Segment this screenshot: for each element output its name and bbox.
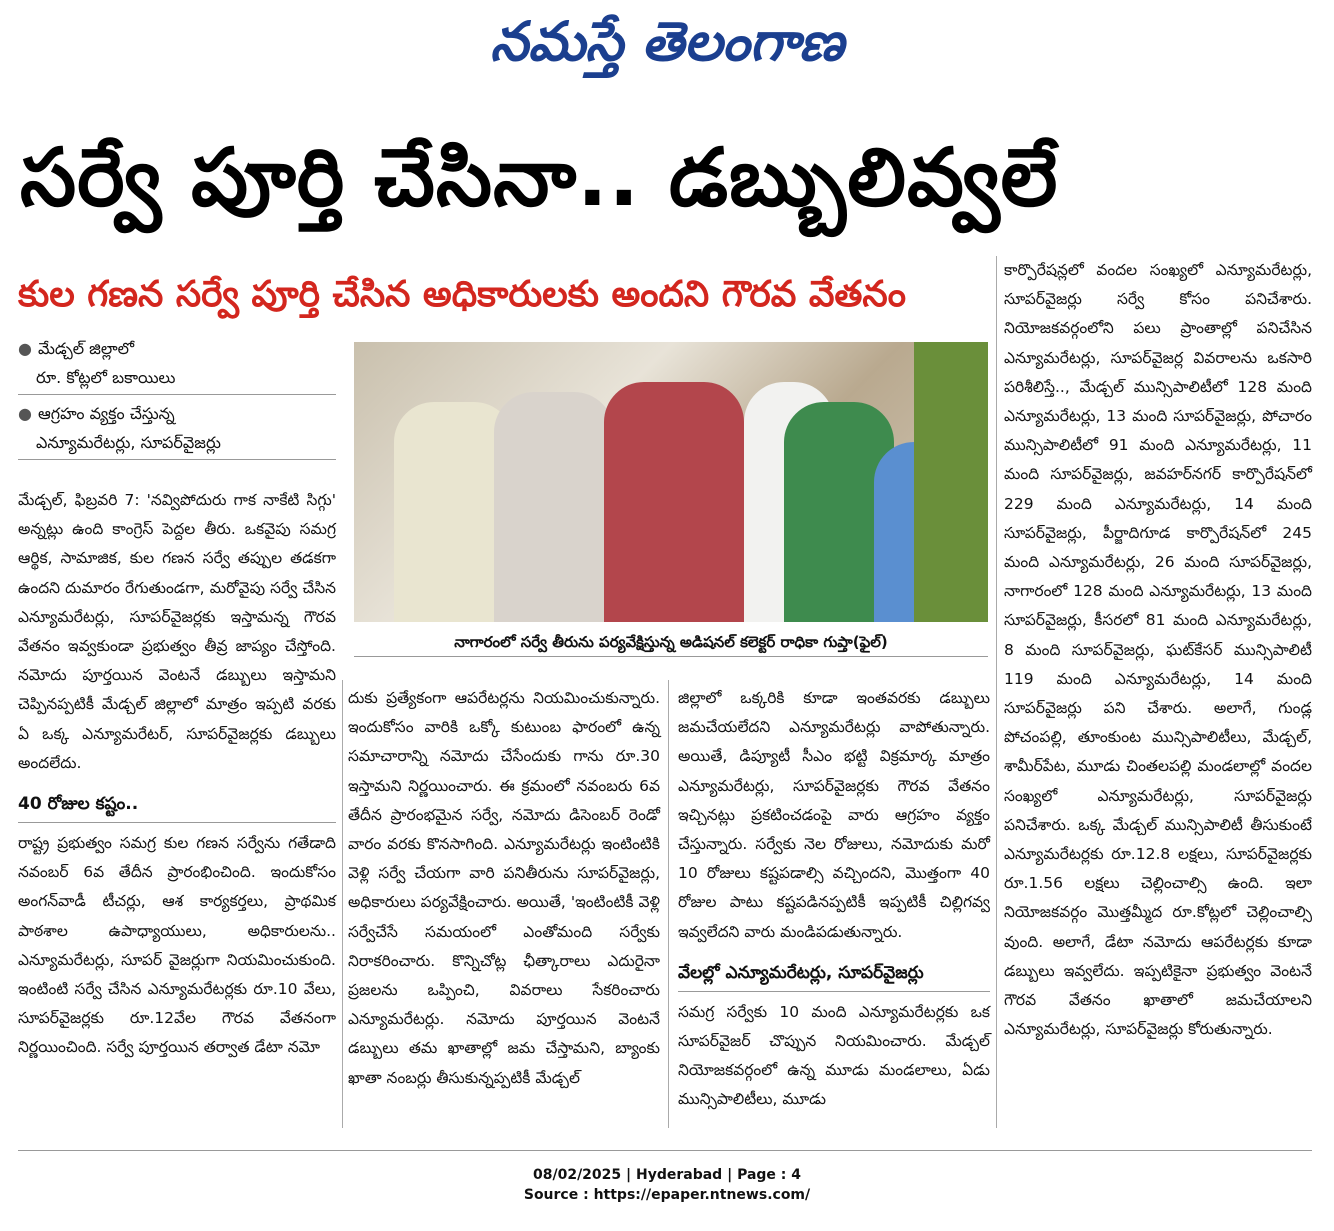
article-paragraph: సమగ్ర సర్వేకు 10 మంది ఎన్యూమరేటర్లకు ఒక సూపర్‌వైజర్ చొప్పున నియమించారు. మేడ్చల్ నియోజకవర్గంలో ఉన్న మూడు మండలాలు, ఏడు మున్సిపాలిటీలు, మూడు <box>678 1002 990 1109</box>
news-photo <box>354 342 988 622</box>
bullet-line: మేడ్చల్ జిల్లాలో <box>37 339 135 358</box>
article-column-2 <box>348 684 660 1093</box>
article-paragraph: రాష్ట్ర ప్రభుత్వం సమగ్ర కుల గణన సర్వేను గతేడాది నవంబర్ 6వ తేదీన ప్రారంభించింది. ఇందుకోసం అంగన్‌వాడీ టీచర్లు, ఆశ కార్యకర్తలు, ప్రాథమిక పాఠశాల ఉపాధ్యాయులు, అధికారులను.. ఎన్యూమరేటర్లు, సూపర్ వైజర్లుగా నియమించుకుంది. ఇంటింటి సర్వే చేసిన ఎన్యూమరేటర్లకు రూ.10 వేలు, సూపర్‌వైజర్లకు రూ.12వేల గౌరవ వేతనంగా నిర్ణయించింది. సర్వే పూర్తయిన తర్వాత డేటా నమో <box>18 834 336 1057</box>
article-column-3 <box>678 684 990 1115</box>
bullet-line: రూ. కోట్లలో బకాయిలు <box>36 368 176 387</box>
article-paragraph: కార్పొరేషన్లలో వందల సంఖ్యలో ఎన్యూమరేటర్లు, సూపర్‌వైజర్లు సర్వే కోసం పనిచేశారు. నియోజకవర్గంలోని పలు ప్రాంతాల్లో పనిచేసిన ఎన్యూమరేటర్లు, సూపర్‌వైజర్ల వివరాలను ఒకసారి పరిశీలిస్తే.., మేడ్చల్ మున్సిపాలిటీలో 128 మంది ఎన్యూమరేటర్లు, 13 మంది సూపర్‌వైజర్లు, పోచారం మున్సిపాలిటీలో 91 మంది ఎన్యూమరేటర్లు, 11 మంది సూపర్‌వైజర్లు, జవహర్‌నగర్ కార్పొరేషన్‌లో 229 మంది ఎన్యూమరేటర్లు, 14 మంది సూపర్‌వైజర్లు, పీర్జాదిగూడ కార్పొరేషన్‌లో 245 మంది ఎన్యూమరేటర్లు, 26 మంది సూపర్‌వైజర్లు, నాగారంలో 128 మంది ఎన్యూమరేటర్లు, 13 మంది సూపర్‌వైజర్లు, కీసరలో 81 మంది ఎన్యూమరేటర్లు, 8 మంది సూపర్‌వైజర్లు, ఘట్‌కేసర్ మున్సిపాలిటీ 119 మంది ఎన్యూమరేటర్లు, 14 మంది సూపర్‌వైజర్లు పని చేశారు. అలాగే, గుండ్ల పోచంపల్లి, తూంకుంట మున్సిపాలిటీలు, మేడ్చల్, శామీర్‌పేట, మూడు చింతలపల్లి మండలాల్లో వందల సంఖ్యలో ఎన్యూమరేటర్లు, సూపర్‌వైజర్లు పనిచేశారు. ఒక్క మేడ్చల్ మున్సిపాలిటీ తీసుకుంటే ఎన్యూమరేటర్లకు రూ.12.8 లక్షలు, సూపర్‌వైజర్లకు రూ.1.56 లక్షలు చెల్లించాల్సి ఉంది. ఇలా నియోజకవర్గం మొత్తమ్మీద రూ.కోట్లలో చెల్లించాల్సి వుంది. అలాగే, డేటా నమోదు ఆపరేటర్లకు కూడా డబ్బులు ఇవ్వలేదు. ఇప్పటికైనా ప్రభుత్వం వెంటనే గౌరవ వేతనం ఖాతాలో జమచేయాలని ఎన్యూమరేటర్లు, సూపర్‌వైజర్లు కోరుతున్నారు. <box>1004 261 1312 1039</box>
edition-info: 08/02/2025 | Hyderabad | Page : 4 <box>532 1167 802 1183</box>
bullet-line: ఎన్యూమరేటర్లు, సూపర్‌వైజర్లు <box>36 433 221 452</box>
bullet-points <box>18 334 336 464</box>
bullet-line: ఆగ్రహం వ్యక్తం చేస్తున్న <box>37 404 175 423</box>
subheadline: కుల గణన సర్వే పూర్తి చేసిన అధికారులకు అందని గౌరవ వేతనం <box>18 274 906 315</box>
headline: సర్వే పూర్తి చేసినా.. డబ్బులివ్వలే <box>20 131 1059 224</box>
masthead-logo: నమస్తే తెలంగాణ <box>490 9 844 73</box>
section-subheading: 40 రోజుల కష్టం.. <box>18 786 336 823</box>
article-column-1 <box>18 486 336 1063</box>
bullet-item <box>18 399 336 460</box>
source-url: Source : https://epaper.ntnews.com/ <box>523 1187 811 1203</box>
page-footer <box>0 1165 1334 1205</box>
article-paragraph: మేడ్చల్, ఫిబ్రవరి 7: 'నవ్విపోదురు గాక నాకేటి సిగ్గు' అన్నట్లు ఉంది కాంగ్రెస్ పెద్దల తీరు. ఒకవైపు సమగ్ర ఆర్థిక, సామాజిక, కుల గణన సర్వే తప్పుల తడకగా ఉందని దుమారం రేగుతుండగా, మరోవైపు సర్వే చేసిన ఎన్యూమరేటర్లు, సూపర్‌వైజర్లకు ఇస్తామన్న గౌరవ వేతనం ఇవ్వకుండా ప్రభుత్వం తీవ్ర జాప్యం చేస్తోంది. నమోదు పూర్తయిన వెంటనే డబ్బులు ఇస్తామని చెప్పినప్పటికీ మేడ్చల్ జిల్లాలో మాత్రం ఇప్పటి వరకు ఏ ఒక్క ఎన్యూమరేటర్, సూపర్‌వైజర్లకు డబ్బులు అందలేదు. <box>18 491 336 772</box>
bullet-item <box>18 334 336 395</box>
bullet-dot-icon: ● <box>18 339 32 358</box>
article-paragraph: దుకు ప్రత్యేకంగా ఆపరేటర్లను నియమించుకున్నారు. ఇందుకోసం వారికి ఒక్కో కుటుంబ ఫారంలో ఉన్న సమాచారాన్ని నమోదు చేసేందుకు గాను రూ.30 ఇస్తామని నిర్ణయించారు. ఈ క్రమంలో నవంబరు 6వ తేదీన ప్రారంభమైన సర్వే, నమోదు డిసెంబర్ రెండో వారం వరకు కొనసాగింది. ఎన్యూమరేటర్లు ఇంటింటికి వెళ్లి సర్వే చేయగా వారి పనితీరును సూపర్‌వైజర్లు, అధికారులు పర్యవేక్షించారు. అయితే, 'ఇంటింటికీ వెళ్లి సర్వేచేసే సమయంలో ఎంతోమంది సర్వేకు నిరాకరించారు. కొన్నిచోట్ల ఛీత్కారాలు ఎదురైనా ప్రజలను ఒప్పించి, వివరాలు సేకరించారు ఎన్యూమరేటర్లు. నమోదు పూర్తయిన వెంటనే డబ్బులు తమ ఖాతాల్లో జమ చేస్తామని, బ్యాంకు ఖాతా నంబర్లు తీసుకున్నప్పటికీ మేడ్చల్ <box>348 689 660 1087</box>
photo-caption: నాగారంలో సర్వే తీరును పర్యవేక్షిస్తున్న అడిషనల్ కలెక్టర్ రాధికా గుప్తా(ఫైల్) <box>354 628 988 657</box>
section-subheading: వేలల్లో ఎన్యూమరేటర్లు, సూపర్‌వైజర్లు <box>678 955 990 992</box>
article-paragraph: జిల్లాలో ఒక్కరికి కూడా ఇంతవరకు డబ్బులు జమచేయలేదని ఎన్యూమరేటర్లు వాపోతున్నారు. అయితే, డిప్యూటీ సీఎం భట్టి విక్రమార్క మాత్రం ఎన్యూమరేటర్లు, సూపర్‌వైజర్లకు గౌరవ వేతనం ఇచ్చినట్లు ప్రకటించడంపై వారు ఆగ్రహం వ్యక్తం చేస్తున్నారు. సర్వేకు నెల రోజులు, నమోదుకు మరో 10 రోజులు కష్టపడాల్సి వచ్చిందని, మొత్తంగా 40 రోజుల పాటు కష్టపడినప్పటికీ ఇప్పటికీ చిల్లిగవ్వ ఇవ్వలేదని వారు మండిపడుతున్నారు. <box>678 689 990 941</box>
article-column-4 <box>1004 256 1312 1044</box>
bullet-dot-icon: ● <box>18 404 32 423</box>
